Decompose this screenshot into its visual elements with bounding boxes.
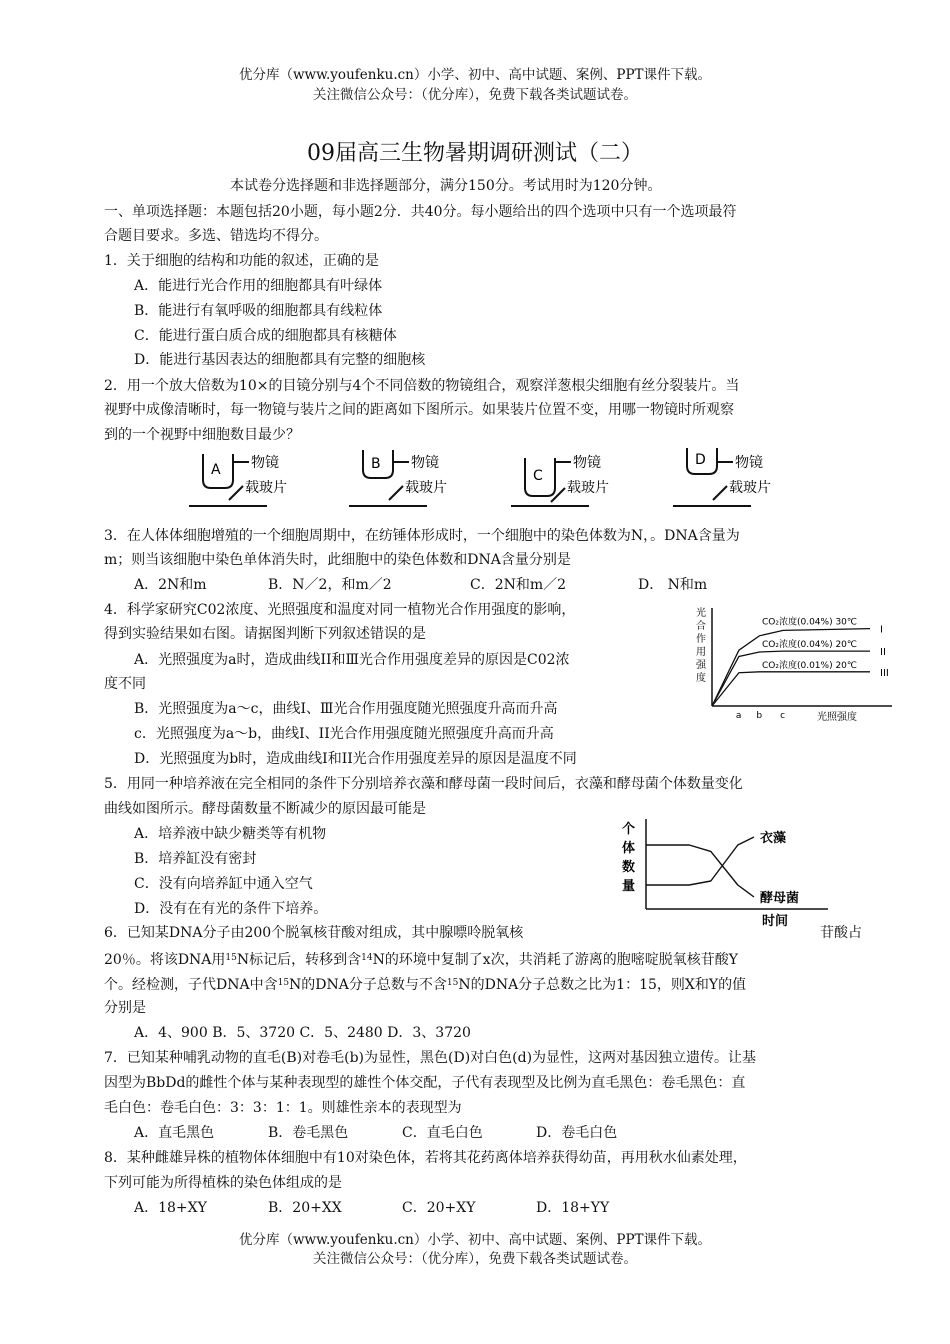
series-roman-2: II (880, 647, 886, 659)
y-axis-label-char: 光 (696, 608, 706, 619)
q1-option-a: A．能进行光合作用的细胞都具有叶绿体 (134, 278, 383, 294)
lens-b-label: B (371, 456, 381, 472)
intro: 本试卷分选择题和非选择题部分，满分150分。考试用时为120分钟。 (230, 178, 662, 194)
x-axis-label: 光照强度 (817, 712, 857, 723)
series-label-2: 酵母菌 (760, 891, 800, 906)
q5-option-c: C．没有向培养缸中通入空气 (134, 876, 313, 892)
q7-option-c: C．直毛白色 (402, 1125, 483, 1141)
lens-a-slide-label: 载玻片 (245, 480, 287, 496)
lens-d-objective-label: 物镜 (735, 455, 763, 471)
q2-line1: 2．用一个放大倍数为10×的目镜分别与4个不同倍数的物镜组合，观察洋葱根尖细胞有丝分裂装片。当 (104, 378, 740, 394)
x-axis-label: 时间 (762, 914, 789, 927)
header-line-2: 关注微信公众号：（优分库），免费下载各类试题试卷。 (313, 87, 637, 103)
q7-line3: 毛白色：卷毛白色：3：3：1：1。则雄性亲本的表现型为 (104, 1100, 462, 1116)
q3-option-d: D． N和m (638, 577, 708, 593)
q4-line2: 得到实验结果如右图。请据图判断下列叙述错误的是 (104, 626, 426, 642)
q1-option-d: D．能进行基因表达的细胞都具有完整的细胞核 (134, 352, 426, 368)
q4-option-b: B．光照强度为a～c，曲线I、Ⅲ光合作用强度随光照强度升高而升高 (134, 701, 558, 717)
q6-line4: 分别是 (104, 1000, 146, 1016)
q8-option-c: C．20+XY (402, 1200, 476, 1216)
q4-option-c: c．光照强度为a～b，曲线I、II光合作用强度随光照强度升高而升高 (134, 726, 554, 742)
q4-line1: 4．科学家研究C02浓度、光照强度和温度对同一植物光合作用强度的影响， (104, 602, 576, 618)
q1-option-c: C．能进行蛋白质合成的细胞都具有核糖体 (134, 328, 397, 344)
objective-lens-figure (185, 448, 805, 514)
y-axis-label (696, 606, 707, 684)
q6-line1b: 苷酸占 (820, 925, 862, 941)
y-axis-label-char: 合 (696, 621, 706, 632)
series-line-1 (646, 837, 754, 885)
q5-option-a: A．培养液中缺少糖类等有机物 (134, 826, 327, 842)
q3-option-c: C．2N和m／2 (470, 577, 567, 593)
y-axis-label-char: 作 (696, 634, 706, 645)
q8-line1: 8．某种雌雄异株的植物体体细胞中有10对染色体，若将其花药离体培养获得幼苗，再用秋水仙素处理， (104, 1150, 747, 1166)
q7-line1: 7．已知某种哺乳动物的直毛(B)对卷毛(b)为显性，黑色(D)对白色(d)为显性，这两对基因独立遗传。让基 (104, 1050, 757, 1066)
q1-stem: 1．关于细胞的结构和功能的叙述，正确的是 (104, 253, 379, 269)
q5-option-d: D．没有在有光的条件下培养。 (134, 901, 328, 917)
q3-line1: 3．在人体体细胞增殖的一个细胞周期中，在纺锤体形成时，一个细胞中的染色体数为N，。DNA含量为 (104, 528, 740, 544)
q3-option-a: A．2N和m (134, 577, 207, 593)
q7-option-b: B．卷毛黑色 (268, 1125, 349, 1141)
y-axis-label-char: 数 (622, 860, 636, 875)
q7-line2: 因型为BbDd的雌性个体与某种表现型的雄性个体交配，子代有表现型及比例为直毛黑色：卷毛黑色：直 (104, 1075, 746, 1091)
q5-option-b: B．培养缸没有密封 (134, 851, 257, 867)
q4-option-d: D．光照强度为b时，造成曲线I和II光合作用强度差异的原因是温度不同 (134, 751, 577, 767)
page-title: 09届高三生物暑期调研测试（二） (307, 141, 643, 166)
lens-c-label: C (533, 468, 543, 484)
q7-option-d: D．卷毛白色 (536, 1125, 618, 1141)
section1-line1: 一、单项选择题：本题包括20小题，每小题2分．共40分。每小题给出的四个选项中只有一个选项最符 (104, 204, 737, 220)
q5-line2: 曲线如图所示。酵母菌数量不断减少的原因最可能是 (104, 801, 426, 817)
y-axis-label-char: 用 (696, 647, 706, 658)
q5-line1: 5．用同一种培养液在完全相同的条件下分别培养衣藻和酵母菌一段时间后，衣藻和酵母菌个体数量变化 (104, 776, 743, 792)
lens-b-slide-label: 载玻片 (405, 480, 447, 496)
q4-option-a-2: 度不同 (104, 676, 146, 692)
population-chart (618, 815, 838, 927)
series-line-2 (712, 651, 870, 706)
series-line-3 (712, 672, 870, 706)
lens-d-slide-label: 载玻片 (729, 480, 771, 496)
x-tick-label: c (780, 711, 786, 721)
q3-line2: m；则当该细胞中染色单体消失时，此细胞中的染色体数和DNA含量分别是 (104, 552, 571, 568)
series-legend-1: CO₂浓度(0.04%) 30℃ (762, 617, 858, 628)
q6-line1a: 6．已知某DNA分子由200个脱氧核苷酸对组成，其中腺嘌呤脱氧核 (104, 925, 524, 941)
series-roman-1: I (880, 624, 883, 636)
q4-option-a-1: A．光照强度为a时，造成曲线II和Ⅲ光合作用强度差异的原因是C02浓 (134, 652, 570, 668)
q7-option-a: A．直毛黑色 (134, 1125, 215, 1141)
series-label-1: 衣藻 (760, 831, 787, 846)
lens-d-label: D (695, 452, 706, 468)
q8-line2: 下列可能为所得植株的染色体组成的是 (104, 1175, 342, 1191)
q6-line3: 个。经检测，子代DNA中含$^{15}$N的DNA分子总数与不含$^{15}$N的DNA分子总数之比为1：15，则X和Y的值 (104, 977, 747, 993)
header-line-1: 优分库（www.youfenku.cn）小学、初中、高中试题、案例、PPT课件下载。 (238, 67, 712, 83)
lens-c-objective-label: 物镜 (573, 455, 601, 471)
series-roman-3: III (880, 667, 889, 679)
lens-a-label: A (211, 462, 221, 478)
x-tick-label: a (735, 711, 742, 721)
q8-option-a: A．18+XY (134, 1200, 207, 1216)
y-axis-label-char: 度 (696, 673, 706, 684)
y-axis-label (622, 821, 635, 894)
q6-line2: 20％。将该DNA用$^{15}$N标记后，转移到含$^{14}$N的环境中复制了x次，共消耗了游离的胞嘧啶脱氧核苷酸Y (104, 952, 738, 968)
y-axis-label-char: 个 (622, 822, 636, 837)
q8-option-d: D．18+YY (536, 1200, 610, 1216)
lens-c-slide-label: 载玻片 (567, 480, 609, 496)
lens-a-objective-label: 物镜 (251, 455, 279, 471)
footer-line-2: 关注微信公众号：（优分库），免费下载各类试题试卷。 (313, 1251, 637, 1267)
q8-option-b: B．20+XX (268, 1200, 342, 1216)
section1-line2: 合题目要求。多选、错选均不得分。 (104, 228, 328, 244)
q1-option-b: B．能进行有氧呼吸的细胞都具有线粒体 (134, 303, 383, 319)
q2-line3: 到的一个视野中细胞数目最少？ (104, 427, 300, 443)
q3-option-b: B．N／2，和m／2 (268, 577, 392, 593)
q2-line2: 视野中成像清晰时，每一物镜与装片之间的距离如下图所示。如果装片位置不变，用哪一物镜时所观察 (104, 402, 734, 418)
series-legend-2: CO₂浓度(0.04%) 20℃ (762, 640, 858, 651)
series-line-2 (646, 845, 754, 897)
lens-b-objective-label: 物镜 (411, 455, 439, 471)
series-legend-3: CO₂浓度(0.01%) 20℃ (762, 660, 858, 671)
x-tick-label: b (756, 711, 763, 721)
y-axis-label-char: 体 (622, 841, 636, 856)
y-axis-label-char: 强 (696, 660, 706, 671)
photosynthesis-chart (692, 600, 904, 726)
footer-line-1: 优分库（www.youfenku.cn）小学、初中、高中试题、案例、PPT课件下载。 (238, 1232, 712, 1248)
y-axis-label-char: 量 (622, 879, 636, 894)
q6-options: A．4、900 B．5、3720 C．5、2480 D．3、3720 (134, 1025, 471, 1041)
